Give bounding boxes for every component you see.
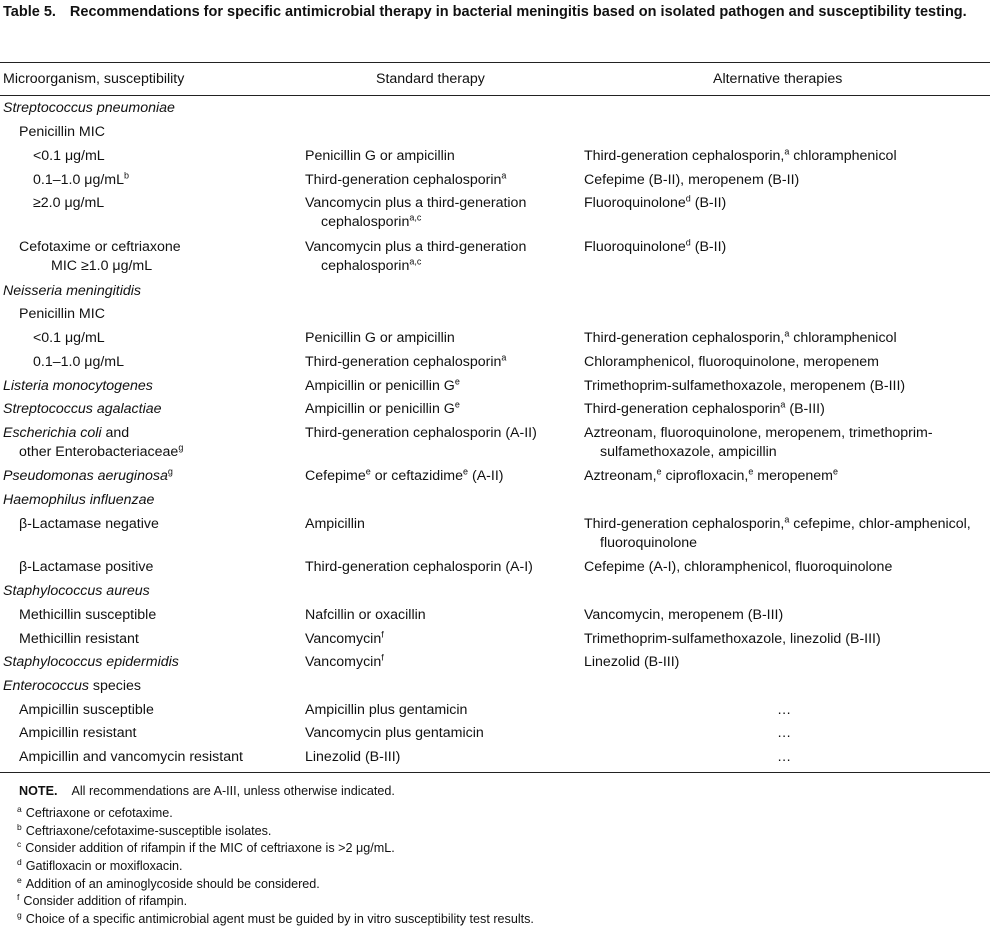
footnote-ref: a [501,170,507,181]
footnote-ref: a [780,399,786,410]
alternative-therapies: Linezolid (B-III) [584,654,680,670]
susceptibility: Ampicillin resistant [19,725,137,741]
standard-therapy: Ampicillin or penicillin $G^e$ [305,376,460,394]
footnote-ref: a [784,146,790,157]
susceptibility: <0.1 μg/mL [33,148,105,164]
organism-name: Staphylococcus epidermidis [3,654,179,670]
footnote-ref: f [381,652,384,663]
footnote-ref: e [454,399,460,410]
organism-name: Escherichia coli and other Enterobacteriaceae$^g$ [3,425,184,460]
table-title: Recommendations for specific antimicrobial therapy in bacterial meningitis based on isolated pathogen and susceptibility testing. [69,4,967,20]
susceptibility: Cefotaxime or ceftriaxone MIC ≥1.0 μg/mL [19,239,181,274]
footnote: $^c$ Consider addition of rifampin if the MIC of ceftriaxone is >2 μg/mL. [17,838,395,855]
susceptibility: Methicillin susceptible [19,607,157,623]
alternative-therapies: Third-generation cephalosporin$^a$ (B-III) [584,399,825,417]
footnote-ref: g [167,466,173,477]
standard-therapy: Cefepime$^e$ or ceftazidime$^e$ (A-II) [305,466,504,484]
alternative-therapies: Cefepime (B-II), meropenem (B-II) [584,172,800,188]
susceptibility: Ampicillin and vancomycin resistant [19,749,243,765]
note-label: NOTE. [19,784,58,798]
standard-therapy: Ampicillin or penicillin $G^e$ [305,399,460,417]
footnote-ref: a [501,352,507,363]
alternative-therapies: Third-generation cephalosporin,$^a$ chloramphenicol [584,328,897,346]
bottom-rule [0,772,990,773]
susceptibility: β-Lactamase positive [19,559,154,575]
alternative-therapies: Fluoroquinolone$^d$ (B-II) [584,237,727,255]
organism-name: Pseudomonas aeruginosa$^g$ [3,466,173,484]
table-caption [3,2,989,22]
footnote-ref: f [381,629,384,640]
susceptibility-group: Penicillin MIC [19,124,105,140]
susceptibility: Ampicillin susceptible [19,702,154,718]
header-rule [0,95,990,96]
alternative-therapies: Trimethoprim-sulfamethoxazole, linezolid (B-III) [584,631,881,647]
susceptibility: β-Lactamase negative [19,516,159,532]
footnote: $^d$ Gatifloxacin or moxifloxacin. [17,856,183,873]
organism-name: Haemophilus influenzae [3,492,155,508]
standard-therapy: Third-generation cephalosporin$^a$ [305,170,507,188]
footnote: $^b$ Ceftriaxone/cefotaxime-susceptible isolates. [17,821,272,838]
footnote-ref: a,c [409,256,422,267]
standard-therapy: Ampicillin [305,516,365,532]
alternative-therapies: Trimethoprim-sulfamethoxazole, meropenem (B-III) [584,378,906,394]
footnote-ref: e [454,376,460,387]
footnote: $^a$ Ceftriaxone or cefotaxime. [17,803,173,820]
table-number: Table 5. [3,4,56,20]
susceptibility: ≥2.0 μg/mL [33,195,105,211]
alternative-therapies: Aztreonam, fluoroquinolone, meropenem, trimethoprim-sulfamethoxazole, ampicillin [584,425,933,460]
standard-therapy: Third-generation cephalosporin$^a$ [305,352,507,370]
header-alternative-therapies: Alternative therapies [713,71,843,87]
organism-name: Streptococcus pneumoniae [3,100,175,116]
organism-name: Neisseria meningitidis [3,283,141,299]
footnote: $^e$ Addition of an aminoglycoside should be considered. [17,874,320,891]
table-note [19,782,395,800]
alternative-therapies: Third-generation cephalosporin,$^a$ cefepime, chlor-amphenicol, fluoroquinolone [584,514,971,551]
standard-therapy: Nafcillin or oxacillin [305,607,426,623]
footnote-ref: d [685,237,691,248]
alternative-therapies: Fluoroquinolone$^d$ (B-II) [584,193,727,211]
standard-therapy: Penicillin G or ampicillin [305,330,455,346]
alternative-therapies: … [777,702,792,718]
alternative-therapies: … [777,725,792,741]
footnote-ref: a [784,514,790,525]
footnote-ref: a [784,328,790,339]
top-rule [0,62,990,63]
susceptibility: <0.1 μg/mL [33,330,105,346]
alternative-therapies: Cefepime (A-I), chloramphenicol, fluoroquinolone [584,559,893,575]
alternative-therapies: Aztreonam,$^e$ ciprofloxacin,$^e$ meropenem$^e$ [584,466,838,484]
standard-therapy: Ampicillin plus gentamicin [305,702,468,718]
alternative-therapies: Third-generation cephalosporin,$^a$ chloramphenicol [584,146,897,164]
alternative-therapies: Chloramphenicol, fluoroquinolone, meropenem [584,354,879,370]
standard-therapy: Third-generation cephalosporin (A-II) [305,425,537,441]
organism-name: Streptococcus agalactiae [3,401,162,417]
standard-therapy: Vancomycin$^f$ [305,652,384,670]
alternative-therapies: Vancomycin, meropenem (B-III) [584,607,784,623]
standard-therapy: Vancomycin plus a third-generation cephalosporin$^{a,c}$ [305,239,527,274]
footnote-ref: a,c [409,212,422,223]
organism-name: Enterococcus species [3,678,142,694]
standard-therapy: Vancomycin plus a third-generation cephalosporin$^{a,c}$ [305,195,527,230]
note-text: All recommendations are A-III, unless otherwise indicated. [71,784,395,798]
organism-name: Staphylococcus aureus [3,583,150,599]
standard-therapy: Vancomycin plus gentamicin [305,725,484,741]
footnote: $^g$ Choice of a specific antimicrobial agent must be guided by in vitro susceptibility test results. [17,909,534,926]
header-microorganism: Microorganism, susceptibility [3,71,185,87]
footnote-ref: d [685,193,691,204]
susceptibility-group: Penicillin MIC [19,306,105,322]
header-standard-therapy: Standard therapy [376,71,485,87]
standard-therapy: Vancomycin$^f$ [305,629,384,647]
susceptibility: Methicillin resistant [19,631,139,647]
footnote-ref: g [178,442,184,453]
footnote: $^f$ Consider addition of rifampin. [17,891,188,908]
alternative-therapies: … [777,749,792,765]
susceptibility: 0.1–1.0 μg/mL [33,354,124,370]
organism-name: Listeria monocytogenes [3,378,153,394]
standard-therapy: Penicillin G or ampicillin [305,148,455,164]
susceptibility: 0.1–1.0 $\mu g/mL^b$ [33,170,130,188]
standard-therapy: Linezolid (B-III) [305,749,401,765]
footnote-ref: b [124,170,130,181]
standard-therapy: Third-generation cephalosporin (A-I) [305,559,533,575]
